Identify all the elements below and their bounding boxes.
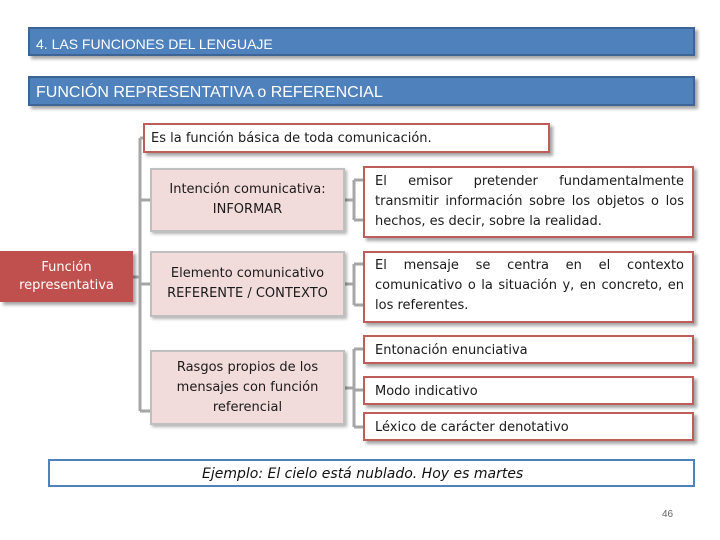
traits-label-text: Rasgos propios de los mensajes con función referencial	[176, 359, 319, 415]
intent-bracket	[345, 180, 363, 220]
traits-label	[150, 350, 345, 425]
example-box: Ejemplo: El cielo está nublado. Hoy es martes	[48, 459, 695, 487]
element-label-text: Elemento comunicativo REFERENTE / CONTEXTO	[167, 266, 328, 301]
trait-item: Léxico de carácter denotativo	[363, 412, 694, 441]
page-title-text: 4. LAS FUNCIONES DEL LENGUAJE	[36, 36, 273, 52]
traits-bracket	[345, 349, 363, 427]
section-title	[28, 76, 695, 106]
definition-box: Es la función básica de toda comunicación.	[143, 123, 550, 153]
section-title-text: FUNCIÓN REPRESENTATIVA o REFERENCIAL	[36, 84, 383, 101]
trait-item: Entonación enunciativa	[363, 335, 694, 364]
function-name-box: Función representativa	[0, 251, 133, 302]
trait-item: Modo indicativo	[363, 376, 694, 405]
intent-label-text: Intención comunicativa: INFORMAR	[169, 182, 326, 217]
intent-description: El emisor pretender fundamentalmente transmitir información sobre los objetos o los hechos, es decir, sobre la realidad.	[363, 166, 694, 238]
page-title	[28, 27, 695, 56]
element-label	[150, 251, 345, 317]
page-number: 46	[662, 509, 674, 520]
element-description: El mensaje se centra en el contexto comunicativo o la situación y, en concreto, en los referentes.	[363, 251, 694, 323]
intent-label	[150, 168, 345, 232]
element-bracket	[345, 264, 363, 305]
